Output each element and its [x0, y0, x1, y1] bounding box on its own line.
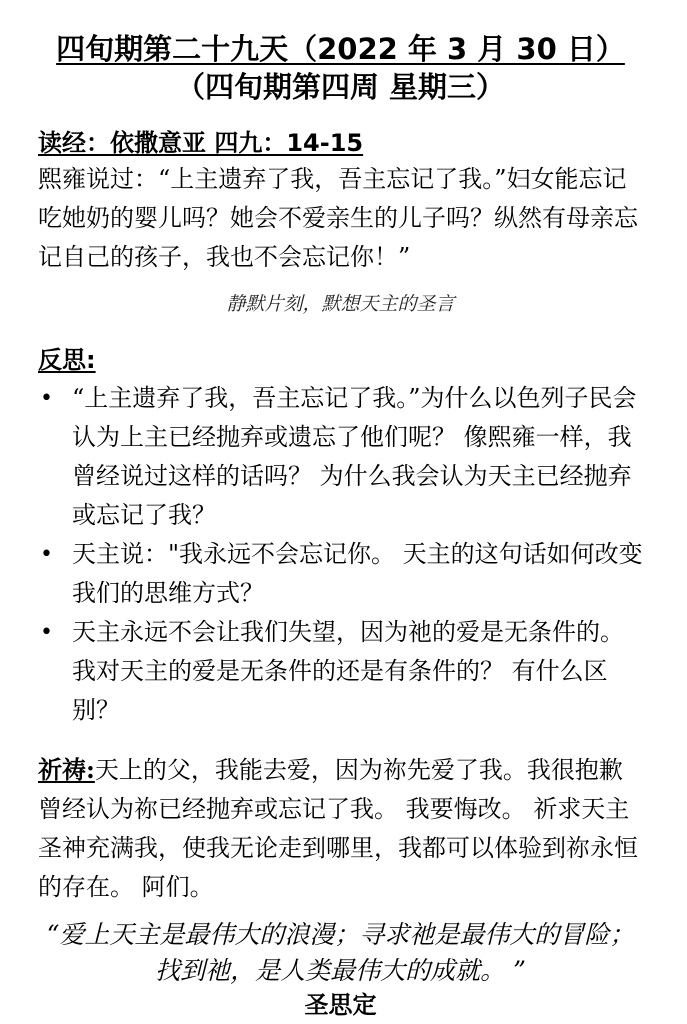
closing-quote: “爱上天主是最伟大的浪漫；寻求祂是最伟大的冒险；找到祂，是人类最伟大的成就。 ” — [46, 920, 635, 985]
prayer-section — [38, 750, 643, 907]
reflection-section — [38, 345, 643, 730]
bullet-icon — [38, 379, 72, 418]
list-item — [38, 379, 643, 535]
quote-author: 圣思定 — [304, 991, 377, 1019]
prayer-heading: 祈祷: — [38, 755, 95, 784]
reflection-item-text: 天主永远不会让我们失望，因为祂的爱是无条件的。 我对天主的爱是无条件的还是有条件的？ 有什么区别？ — [72, 618, 624, 724]
reflection-list — [38, 379, 643, 730]
reading-heading: 读经：依撒意亚 四九：14-15 — [38, 129, 364, 157]
bullet-icon — [38, 535, 72, 574]
reflection-item-text: “上主遗弃了我，吾主忘记了我。”为什么以色列子民会认为上主已经抛弃或遗忘了他们呢？ 像熙雍一样，我曾经说过这样的话吗？ 为什么我会认为天主已经抛弃或忘记了我？ — [72, 384, 637, 529]
page-title: 四旬期第二十九天（2022 年 3 月 30 日） — [56, 32, 625, 66]
reflection-item-text: 天主说："我永远不会忘记你。 天主的这句话如何改变我们的思维方式？ — [72, 540, 643, 607]
devotional-page — [38, 30, 643, 1021]
bullet-icon — [38, 613, 72, 652]
reading-text: 熙雍说过：“上主遗弃了我，吾主忘记了我。”妇女能忘记吃她奶的婴儿吗？她会不爱亲生的儿子吗？纵然有母亲忘记自己的孩子，我也不会忘记你！” — [38, 165, 638, 271]
reading-section — [38, 126, 643, 277]
prayer-text: 天上的父，我能去爱，因为祢先爱了我。我很抱歉曾经认为祢已经抛弃或忘记了我。 我要悔改。 祈求天主圣神充满我，使我无论走到哪里，我都可以体验到祢永恒的存在。 阿们。 — [38, 756, 638, 901]
silence-note: 静默片刻，默想天主的圣言 — [226, 293, 455, 315]
reflection-heading: 反思: — [38, 346, 96, 374]
list-item — [38, 613, 643, 730]
page-subtitle: （四旬期第四周 星期三） — [175, 70, 506, 104]
list-item — [38, 535, 643, 613]
